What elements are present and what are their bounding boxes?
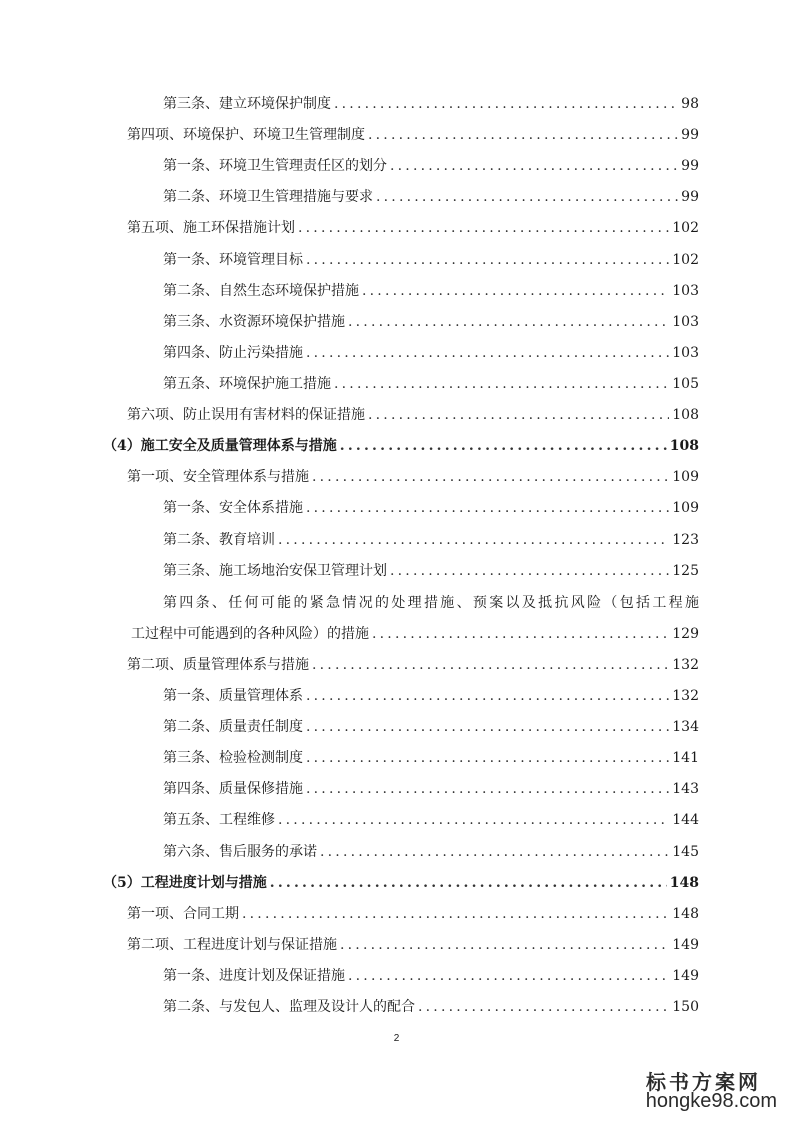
toc-leader-dots: [362, 281, 669, 301]
toc-entry[interactable]: [163, 779, 699, 799]
toc-leader-dots: [306, 779, 669, 799]
toc-leader-dots: [368, 405, 669, 425]
toc-entry-title: 第五项、施工环保措施计划: [127, 220, 295, 236]
toc-entry[interactable]: [127, 405, 699, 425]
toc-entry-title: 第六项、防止误用有害材料的保证措施: [127, 407, 365, 423]
toc-entry[interactable]: [163, 810, 699, 830]
toc-entry[interactable]: [163, 156, 699, 176]
toc-entry-title: 第二条、质量责任制度: [163, 719, 303, 735]
toc-entry-page: 125: [672, 563, 699, 579]
toc-entry-title: 第一项、安全管理体系与措施: [127, 469, 309, 485]
toc-entry[interactable]: [127, 904, 699, 924]
toc-entry[interactable]: [163, 748, 699, 768]
toc-entry[interactable]: [127, 218, 699, 238]
toc-entry-page: 103: [672, 283, 699, 299]
toc-leader-dots: [312, 655, 669, 675]
toc-entry-title: 第四项、环境保护、环境卫生管理制度: [127, 127, 365, 143]
toc-entry[interactable]: [163, 374, 699, 394]
toc-entry-title: 第四条、质量保修措施: [163, 781, 303, 797]
toc-entry-title: 第一条、进度计划及保证措施: [163, 968, 345, 984]
toc-entry-chapter[interactable]: [103, 436, 699, 456]
toc-entry-title: 第二项、工程进度计划与保证措施: [127, 937, 337, 953]
toc-leader-dots: [306, 748, 669, 768]
toc-entry-page: 103: [672, 314, 699, 330]
toc-leader-dots: [340, 436, 667, 456]
toc-entry[interactable]: [163, 250, 699, 270]
toc-entry[interactable]: [163, 94, 699, 114]
toc-entry-page: 141: [672, 750, 699, 766]
toc-entry-title: 第三条、水资源环境保护措施: [163, 314, 345, 330]
toc-entry-title: 第二条、与发包人、监理及设计人的配合: [163, 999, 415, 1015]
toc-entry-page: 145: [672, 844, 699, 860]
toc-entry-page: 102: [672, 252, 699, 268]
toc-entry-page: 102: [672, 220, 699, 236]
toc-entry-title: 第一条、质量管理体系: [163, 688, 303, 704]
toc-entry[interactable]: [163, 561, 699, 581]
toc-entry-title: 第一条、环境卫生管理责任区的划分: [163, 158, 387, 174]
toc-entry-wrapped-line[interactable]: 第四条、任何可能的紧急情况的处理措施、预案以及抵抗风险（包括工程施: [163, 595, 699, 611]
toc-entry-title: 第五条、环境保护施工措施: [163, 376, 331, 392]
toc-entry[interactable]: [163, 686, 699, 706]
toc-leader-dots: [368, 125, 678, 145]
toc-leader-dots: [278, 530, 669, 550]
toc-entry-title: （5）工程进度计划与措施: [103, 875, 267, 891]
toc-entry-page: 149: [672, 968, 699, 984]
toc-entry-title: 第二项、质量管理体系与措施: [127, 657, 309, 673]
toc-entry[interactable]: [163, 717, 699, 737]
toc-entry-page: 108: [669, 438, 699, 454]
toc-leader-dots: [340, 935, 669, 955]
toc-entry-page: 99: [681, 127, 699, 143]
toc-entry-page: 99: [681, 158, 699, 174]
toc-leader-dots: [306, 717, 669, 737]
toc-entry-title: 第二条、教育培训: [163, 532, 275, 548]
toc-entry-chapter[interactable]: [103, 873, 699, 893]
toc-entry-page: 143: [672, 781, 699, 797]
toc-entry[interactable]: [163, 312, 699, 332]
toc-leader-dots: [372, 624, 669, 644]
toc-entry[interactable]: [163, 498, 699, 518]
toc-entry-title: 第三条、施工场地治安保卫管理计划: [163, 563, 387, 579]
toc-entry-page: 132: [672, 657, 699, 673]
toc-entry-page: 149: [672, 937, 699, 953]
toc-leader-dots: [270, 873, 667, 893]
toc-entry-page: 103: [672, 345, 699, 361]
toc-entry[interactable]: [163, 281, 699, 301]
toc-leader-dots: [334, 94, 678, 114]
watermark-site-url: hongke98.com: [645, 1090, 777, 1112]
toc-entry[interactable]: [127, 655, 699, 675]
toc-leader-dots: [418, 997, 669, 1017]
toc-leader-dots: [242, 904, 669, 924]
toc-entry-title: 第六条、售后服务的承诺: [163, 844, 317, 860]
toc-entry-title: 第二条、自然生态环境保护措施: [163, 283, 359, 299]
toc-entry-page: 98: [681, 96, 699, 112]
toc-entry-title: 第四条、防止污染措施: [163, 345, 303, 361]
toc-entry-page: 108: [672, 407, 699, 423]
toc-entry[interactable]: [163, 997, 699, 1017]
toc-entry-page: 105: [672, 376, 699, 392]
toc-entry-page: 148: [669, 875, 699, 891]
toc-leader-dots: [390, 561, 669, 581]
toc-leader-dots: [348, 966, 669, 986]
toc-leader-dots: [306, 686, 669, 706]
toc-leader-dots: [390, 156, 678, 176]
toc-leader-dots: [306, 250, 669, 270]
page-number: 2: [393, 1033, 400, 1044]
toc-entry-page: 144: [672, 812, 699, 828]
toc-leader-dots: [376, 187, 678, 207]
toc-entry-title: 工过程中可能遇到的各种风险）的措施: [131, 626, 369, 642]
toc-entry-page: 99: [681, 189, 699, 205]
toc-leader-dots: [320, 842, 669, 862]
toc-entry[interactable]: [163, 343, 699, 363]
toc-entry-page: 148: [672, 906, 699, 922]
toc-entry-page: 109: [672, 500, 699, 516]
toc-leader-dots: [298, 218, 669, 238]
toc-entry-page: 123: [672, 532, 699, 548]
toc-entry-title: 第三条、检验检测制度: [163, 750, 303, 766]
toc-entry-page: 109: [672, 469, 699, 485]
toc-entry-title: 第三条、建立环境保护制度: [163, 96, 331, 112]
watermark-site-name: 标书方案网: [646, 1070, 761, 1094]
toc-leader-dots: [306, 343, 669, 363]
toc-entry-title: （4）施工安全及质量管理体系与措施: [103, 438, 337, 454]
toc-entry[interactable]: [163, 530, 699, 550]
toc-entry-page: 132: [672, 688, 699, 704]
toc-entry[interactable]: [163, 187, 699, 207]
toc-entry[interactable]: [127, 125, 699, 145]
toc-entry-title: 第一条、安全体系措施: [163, 500, 303, 516]
toc-entry[interactable]: [131, 624, 699, 644]
toc-entry-page: 134: [672, 719, 699, 735]
toc-entry-title: 第一项、合同工期: [127, 906, 239, 922]
toc-leader-dots: [334, 374, 669, 394]
toc-leader-dots: [312, 467, 669, 487]
toc-entry[interactable]: [127, 467, 699, 487]
toc-entry-page: 129: [672, 626, 699, 642]
toc-entry-page: 150: [672, 999, 699, 1015]
toc-entry-title: 第一条、环境管理目标: [163, 252, 303, 268]
toc-entry-title: 第二条、环境卫生管理措施与要求: [163, 189, 373, 205]
toc-leader-dots: [278, 810, 669, 830]
toc-leader-dots: [306, 498, 669, 518]
toc-entry[interactable]: [163, 966, 699, 986]
toc-entry[interactable]: [163, 842, 699, 862]
toc-entry-title: 第五条、工程维修: [163, 812, 275, 828]
toc-leader-dots: [348, 312, 669, 332]
toc-entry[interactable]: [127, 935, 699, 955]
